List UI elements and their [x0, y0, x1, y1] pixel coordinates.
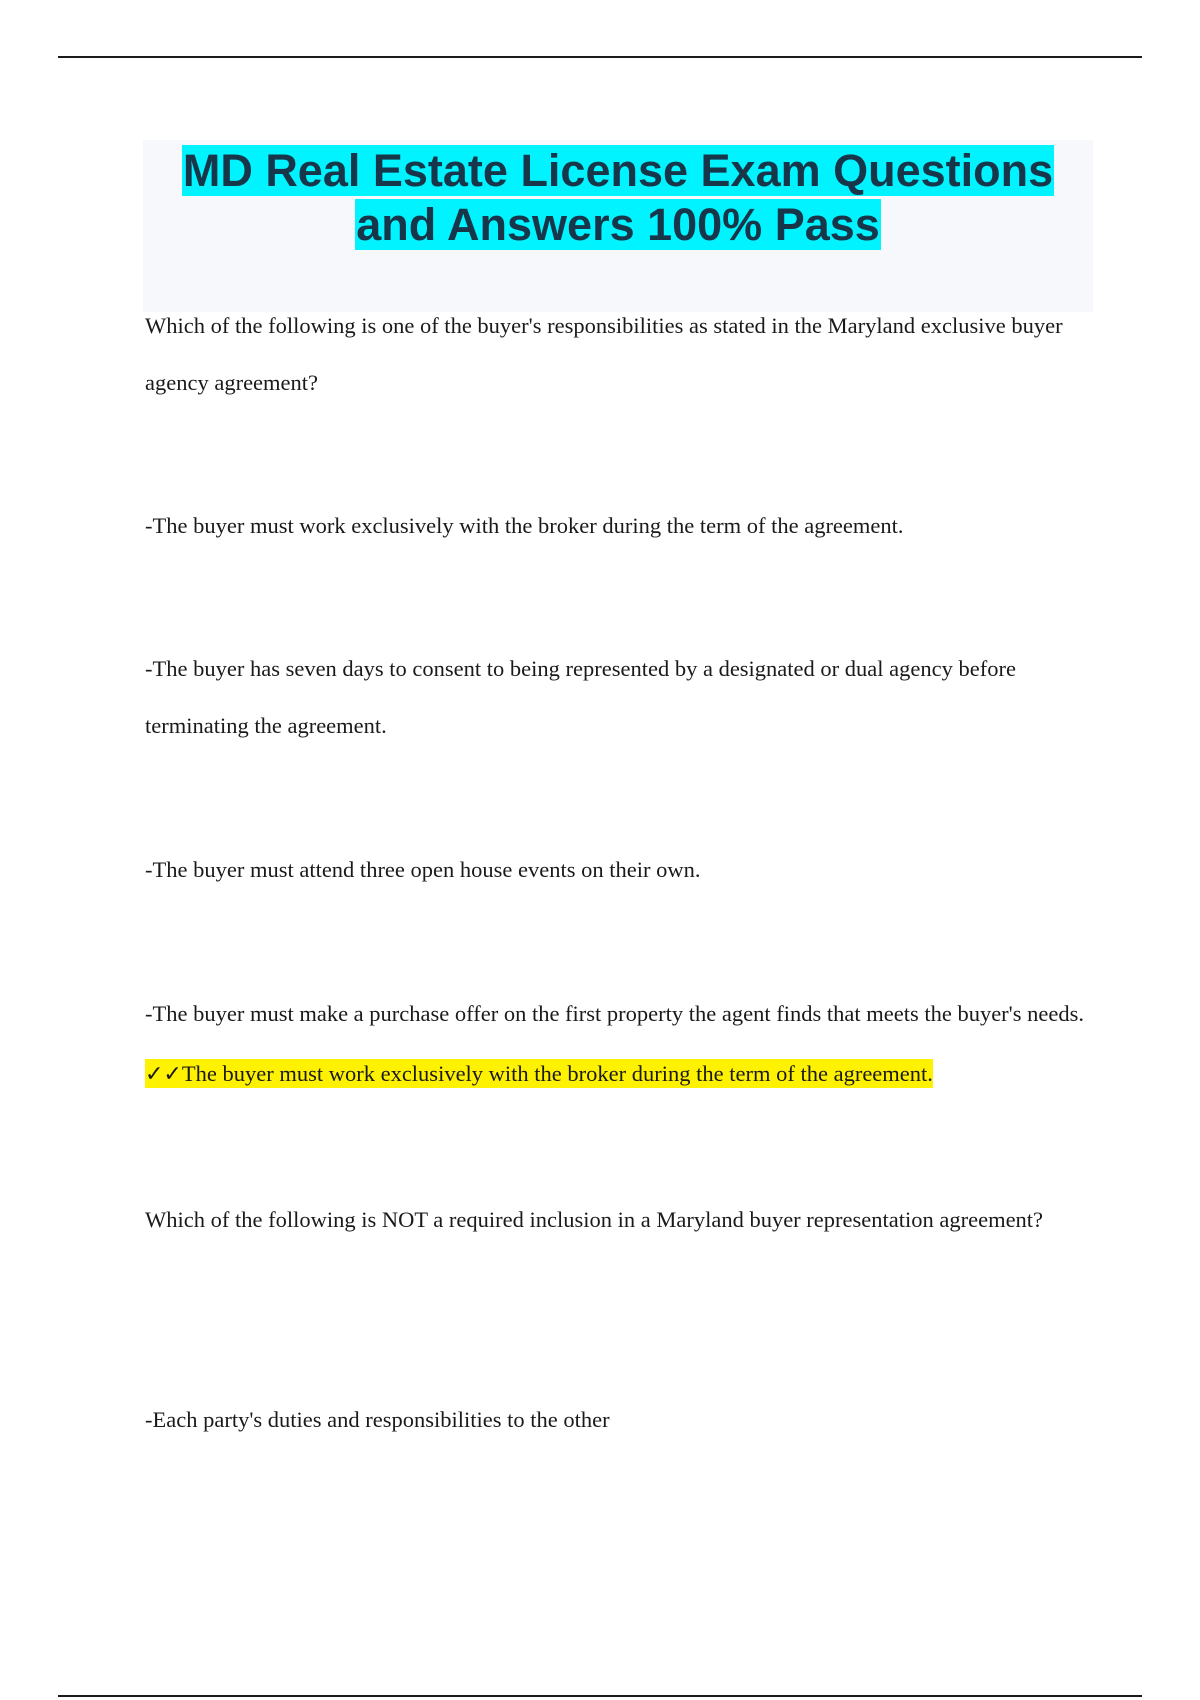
question-text: Which of the following is one of the buyer's responsibilities as stated in the Maryland exclusive buyer agency agreement?	[145, 313, 1063, 395]
question-1-option-4	[145, 984, 1095, 1105]
correct-answer-highlight	[145, 1059, 933, 1088]
answer-option: -The buyer must work exclusively with the broker during the term of the agreement.	[145, 513, 904, 538]
answer-option: -The buyer must attend three open house events on their own.	[145, 857, 701, 882]
answer-option: -The buyer must make a purchase offer on the first property the agent finds that meets the buyer's needs.	[145, 1001, 1084, 1026]
answer-option: -Each party's duties and responsibilities to the other	[145, 1407, 610, 1432]
title-line-1: MD Real Estate License Exam Questions	[182, 145, 1054, 196]
document-title	[143, 140, 1093, 252]
correct-answer-text: The buyer must work exclusively with the broker during the term of the agreement.	[181, 1061, 933, 1086]
question-1-option-2	[145, 640, 1095, 754]
header-rule	[58, 56, 1142, 58]
question-text: Which of the following is NOT a required inclusion in a Maryland buyer representation agreement?	[145, 1207, 1044, 1232]
question-1	[145, 297, 1095, 411]
title-line-2: and Answers 100% Pass	[356, 199, 880, 250]
question-2-option-1	[145, 1391, 1095, 1448]
footer-rule	[58, 1695, 1142, 1697]
question-1-option-3	[145, 841, 1095, 898]
double-check-icon: ✓✓	[145, 1062, 182, 1087]
answer-option: -The buyer has seven days to consent to being represented by a designated or dual agency before terminating the agreement.	[145, 656, 1016, 738]
question-1-option-1	[145, 497, 1095, 554]
title-block	[143, 140, 1093, 312]
question-2	[145, 1191, 1095, 1248]
